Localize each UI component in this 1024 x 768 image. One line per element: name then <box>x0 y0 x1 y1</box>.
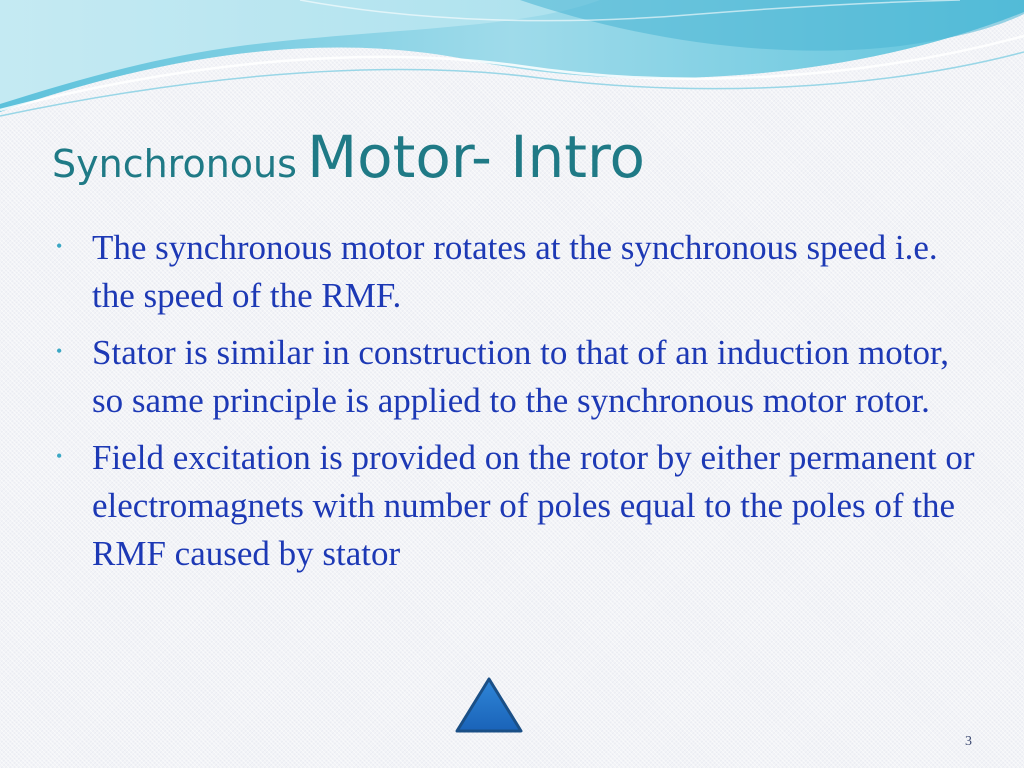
bullet-item <box>56 434 976 578</box>
bullet-icon: • <box>56 446 63 466</box>
title-word-synchronous: Synchronous <box>52 142 297 186</box>
bullet-text: Field excitation is provided on the rotor by either permanent or electromagnets with number of poles equal to the poles of the RMF caused by stator <box>92 438 975 573</box>
bullet-text: The synchronous motor rotates at the synchronous speed i.e. the speed of the RMF. <box>92 228 938 315</box>
bullet-icon: • <box>56 341 63 361</box>
bullet-list <box>56 224 976 587</box>
title-motor-intro: Motor- Intro <box>307 123 646 191</box>
bullet-item <box>56 329 976 425</box>
header-wave-decoration <box>0 0 1024 120</box>
bullet-text: Stator is similar in construction to that of an induction motor, so same principle is applied to the synchronous motor rotor. <box>92 333 949 420</box>
slide-title <box>52 123 646 191</box>
page-number: 3 <box>965 734 972 749</box>
bullet-icon: • <box>56 236 63 256</box>
up-triangle-icon[interactable] <box>454 676 524 734</box>
bullet-item <box>56 224 976 320</box>
